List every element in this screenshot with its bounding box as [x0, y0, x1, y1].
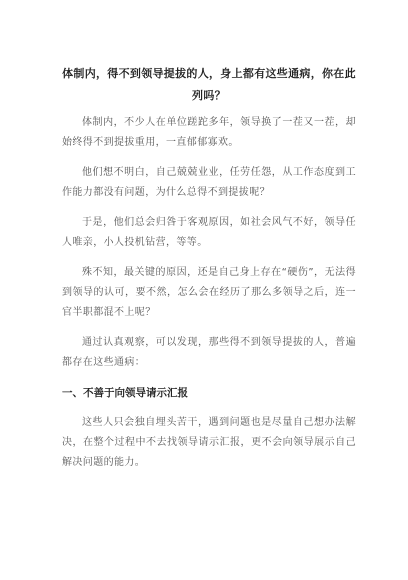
paragraph-2: 他们想不明白，自己兢兢业业，任劳任怨，从工作态度到工作能力都没有问题，为什么总得不到提拔呢？ — [62, 167, 356, 198]
section-1-heading: 一、不善于向领导请示汇报 — [62, 387, 188, 399]
article-body — [62, 63, 356, 483]
paragraph-3: 于是，他们总会归咎于客观原因，如社会风气不好，领导任人唯亲，小人投机钻营，等等。 — [62, 217, 356, 248]
paragraph-5: 通过认真观察，可以发现，那些得不到领导提拔的人，普遍都存在这些通病： — [62, 337, 356, 368]
paragraph-4: 殊不知，最关键的原因，还是自己身上存在“硬伤”，无法得到领导的认可，要不然，怎么会在经历了那么多领导之后，连一官半职都混不上呢？ — [62, 267, 356, 318]
article-title: 体制内，得不到领导提拔的人，身上都有这些通病，你在此列吗？ — [62, 67, 356, 102]
paragraph-1: 体制内，不少人在单位蹉跎多年，领导换了一茬又一茬，却始终得不到提拔重用，一直郁郁寡欢。 — [62, 117, 356, 148]
section-1-paragraph: 这些人只会独自埋头苦干，遇到问题也是尽量自己想办法解决，在整个过程中不去找领导请示汇报，更不会向领导展示自己解决问题的能力。 — [62, 417, 356, 468]
